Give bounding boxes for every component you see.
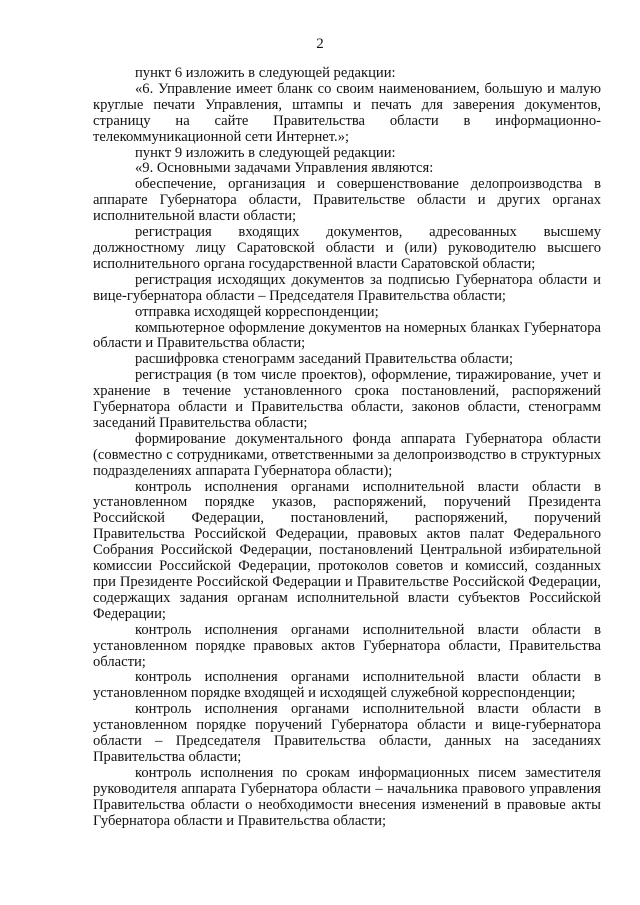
paragraph: регистрация (в том числе проектов), оформление, тиражирование, учет и хранение в течение установленного срока постановлений, распоряжений Губернатора области и Правительства области, законов области, стенограмм заседаний Правительства области; [93,367,601,431]
paragraph: пункт 6 изложить в следующей редакции: [135,65,396,81]
paragraph: регистрация входящих документов, адресованных высшему должностному лицу Саратовской области и (или) руководителю высшего исполнительного органа государственной власти Саратовской области; [93,224,601,272]
document-body [93,66,601,830]
paragraph: контроль исполнения по срокам информационных писем заместителя руководителя аппарата Губернатора области – начальника правового управления Правительства области о необходимости внесения изменений в правовые акты Губернатора области и Правительства области; [93,764,601,829]
paragraph: регистрация исходящих документов за подписью Губернатора области и вице-губернатора области – Председателя Правительства области; [93,271,601,304]
paragraph: «6. Управление имеет бланк со своим наименованием, большую и малую круглые печати Управления, штампы и печать для заверения документов, страницу на сайте Правительства области в информационно-телекоммуникационной сети Интернет.»; [93,80,601,145]
paragraph: компьютерное оформление документов на номерных бланках Губернатора области и Правительства области; [93,319,601,352]
paragraph: контроль исполнения органами исполнительной власти области в установленном порядке входящей и исходящей служебной корреспонденции; [93,669,601,702]
paragraph: отправка исходящей корреспонденции; [135,303,379,320]
paragraph: «9. Основными задачами Управления являются: [135,160,434,177]
paragraph: контроль исполнения органами исполнительной власти области в установленном порядке указов, распоряжений, поручений Президента Российской Федерации, постановлений, распоряжений, поручений Правительства Российской Федерации, правовых актов палат Федерального Собрания Российской Федерации, постановлений Центральной избирательной комиссии Российской Федерации, протоколов советов и комиссий, созданных при Президенте Российской Федерации и Правительстве Российской Федерации, содержащих задания органам исполнительной власти субъектов Российской Федерации; [93,478,601,622]
paragraph: пункт 9 изложить в следующей редакции: [135,144,396,161]
paragraph: контроль исполнения органами исполнительной власти области в установленном порядке поручений Губернатора области и вице-губернатора области – Председателя Правительства области, данных на заседаниях Правительства области; [93,701,601,765]
paragraph: расшифровка стенограмм заседаний Правительства области; [135,351,514,368]
paragraph: формирование документального фонда аппарата Губернатора области (совместно с сотрудниками, ответственными за делопроизводство в структурных подразделениях аппарата Губернатора области); [93,430,601,479]
paragraph: контроль исполнения органами исполнительной власти области в установленном порядке правовых актов Губернатора области, Правительства области; [93,621,601,670]
paragraph: обеспечение, организация и совершенствование делопроизводства в аппарате Губернатора области, Правительстве области и других органах исполнительной власти области; [93,176,601,225]
page-number: 2 [316,36,324,52]
